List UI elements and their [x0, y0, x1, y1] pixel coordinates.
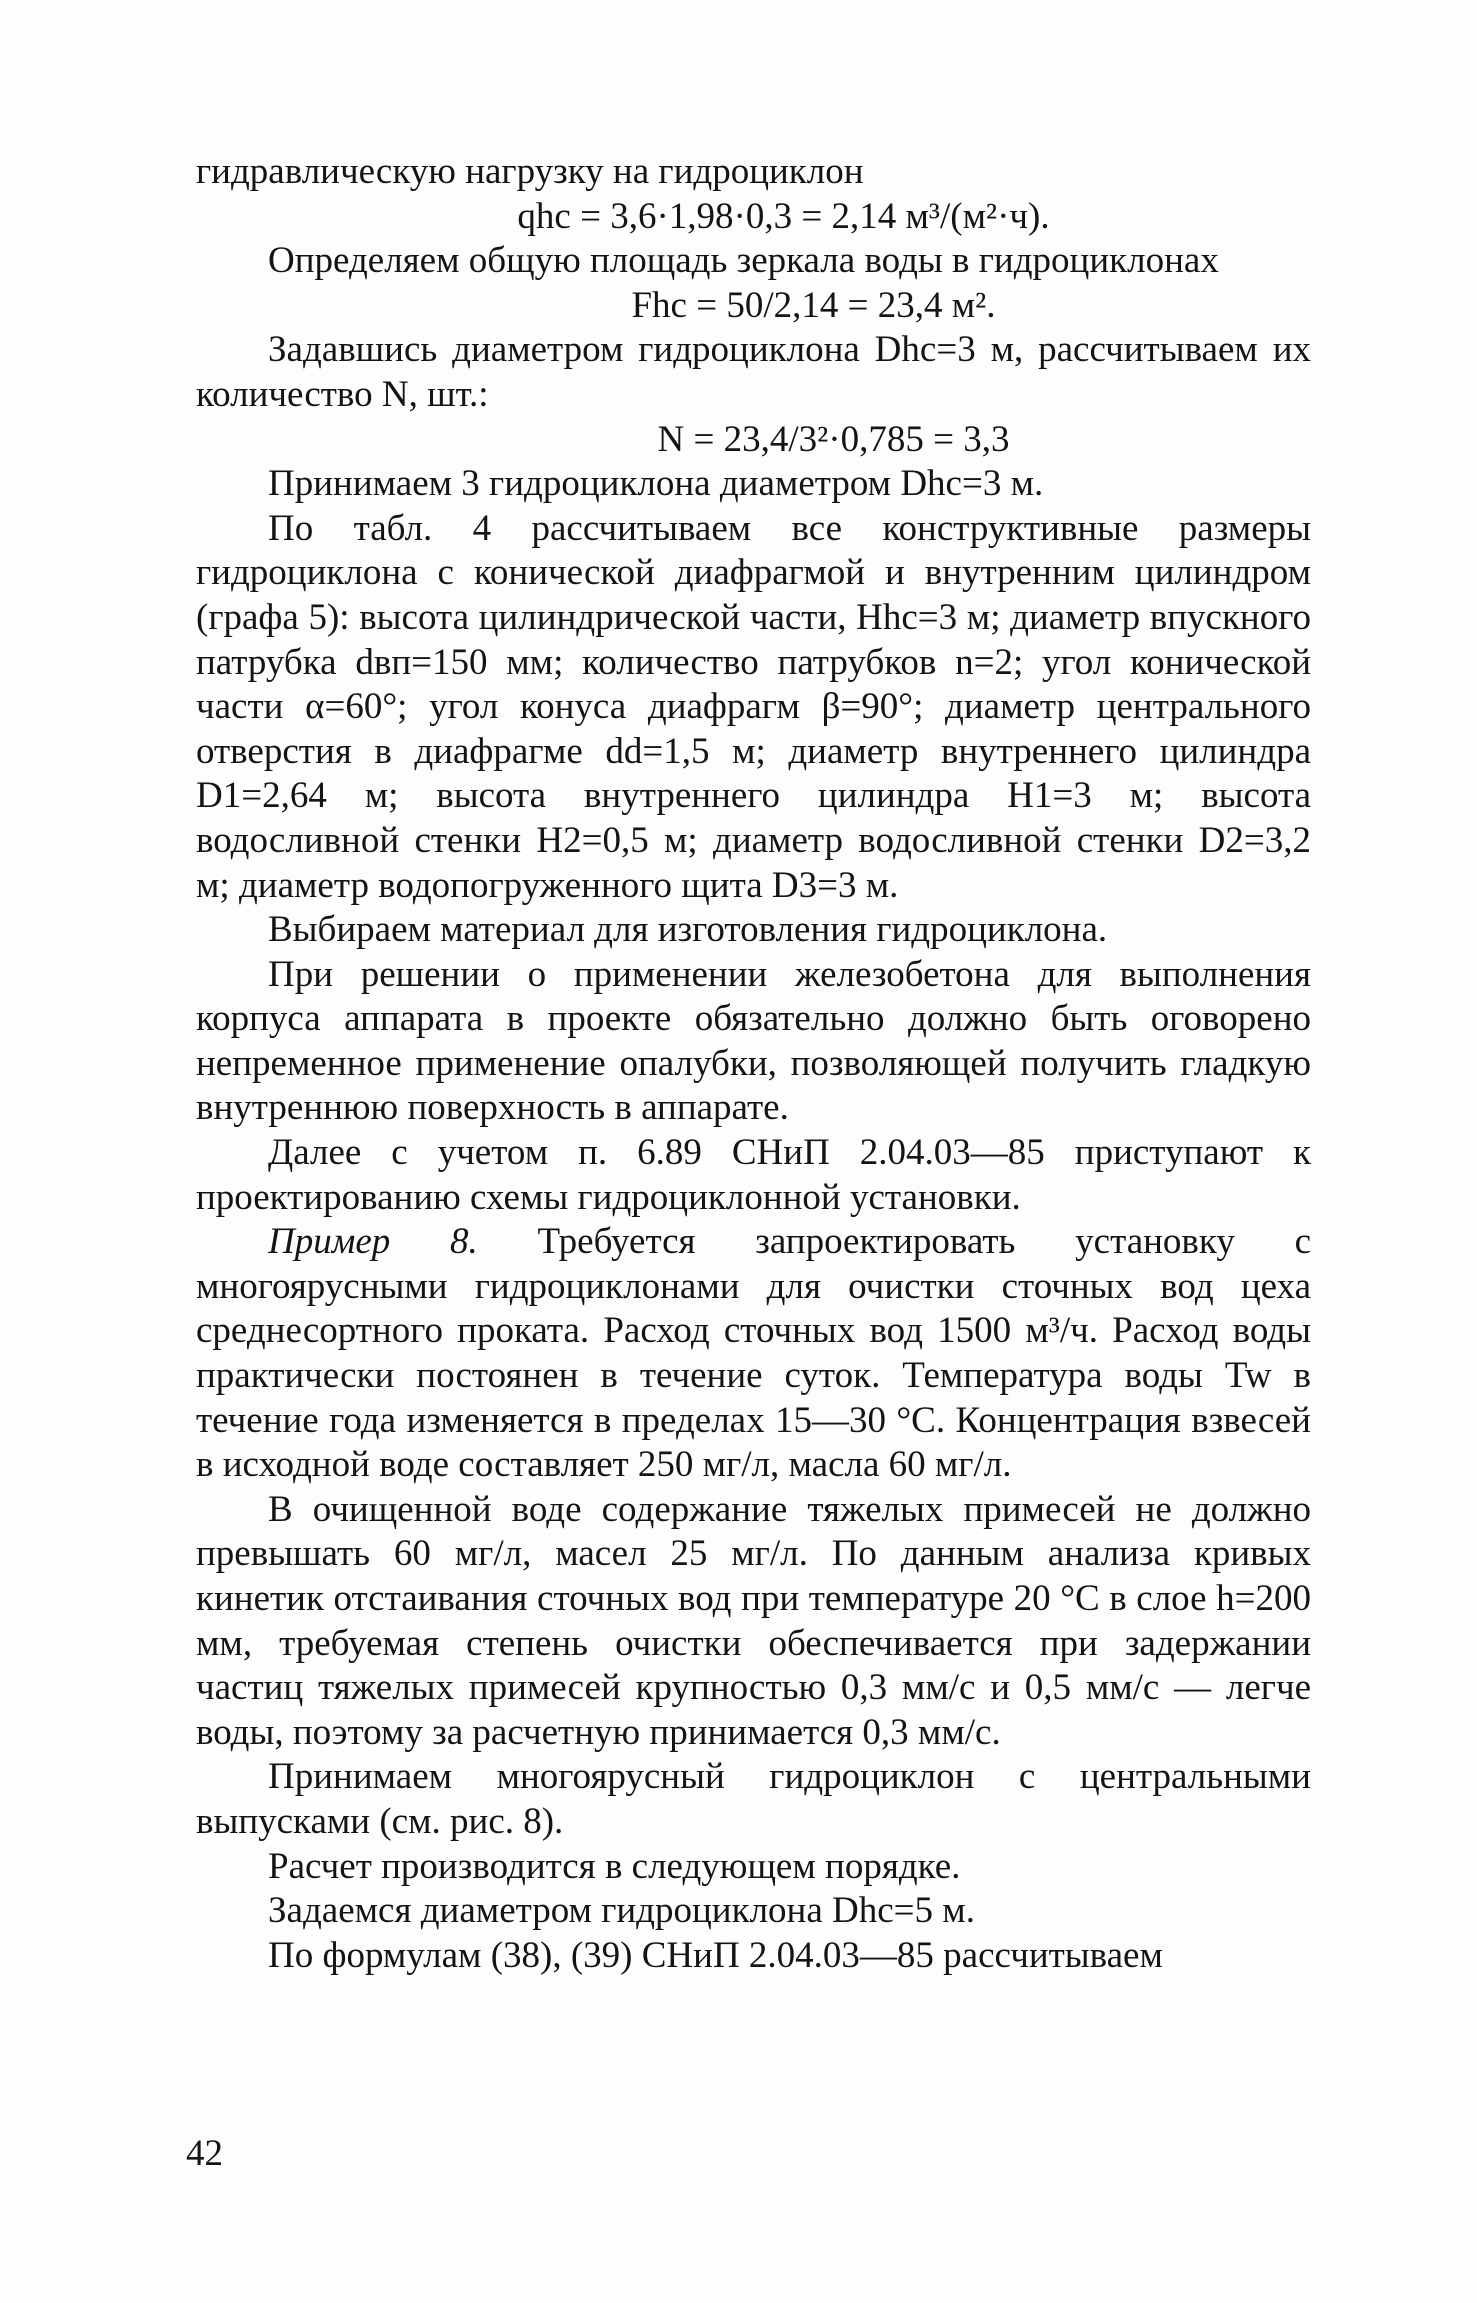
text-paragraph: [196, 1488, 1311, 1756]
text-paragraph: [196, 1934, 1311, 1979]
paragraph-text: Определяем общую площадь зеркала воды в гидроциклонах: [268, 240, 1219, 282]
paragraph-text: В очищенной воде содержание тяжелых примесей не должно превышать 60 мг/л, масел 25 мг/л. По данным анализа кривых кинетик отстаивания сточных вод при температуре 20 °С в слое h=200 мм, требуемая степень очистки обеспечивается при задержании частиц тяжелых примесей крупностью 0,3 мм/с и 0,5 мм/с — легче воды, поэтому за расчетную принимается 0,3 мм/с.: [196, 1488, 1311, 1753]
formula-line: [196, 284, 1311, 329]
paragraph-text: Принимаем 3 гидроциклона диаметром Dhc=3 м.: [268, 463, 1044, 505]
paragraph-text: По табл. 4 рассчитываем все конструктивные размеры гидроциклона с конической диафрагмой и внутренним цилиндром (графа 5): высота цилиндрической части, Hhc=3 м; диаметр впускного патрубка dвп=150 мм; количество патрубков n=2; угол конической части α=60°; угол конуса диафрагм β=90°; диаметр центрального отверстия в диафрагме dd=1,5 м; диаметр внутреннего цилиндра D1=2,64 м; высота внутреннего цилиндра H1=3 м; высота водосливной стенки H2=0,5 м; диаметр водосливной стенки D2=3,2 м; диаметр водопогруженного щита D3=3 м.: [196, 507, 1311, 906]
paragraph-text: По формулам (38), (39) СНиП 2.04.03—85 рассчитываем: [268, 1934, 1163, 1976]
page-number: 42: [186, 2133, 223, 2174]
text-paragraph: [196, 507, 1311, 908]
paragraph-text: Далее с учетом п. 6.89 СНиП 2.04.03—85 приступают к проектированию схемы гидроциклонной установки.: [196, 1132, 1311, 1218]
page-body: [196, 150, 1311, 1978]
paragraph-text: Задаемся диаметром гидроциклона Dhc=5 м.: [268, 1890, 975, 1932]
formula-line: [196, 418, 1311, 463]
text-paragraph: [196, 150, 1311, 195]
text-paragraph: [196, 1889, 1311, 1934]
text-paragraph: [196, 953, 1311, 1131]
paragraph-text: Fhc = 50/2,14 = 23,4 м².: [631, 284, 996, 326]
paragraph-text: Задавшись диаметром гидроциклона Dhc=3 м, рассчитываем их количество N, шт.:: [196, 329, 1311, 415]
text-paragraph: [196, 1755, 1311, 1844]
text-paragraph: [196, 1131, 1311, 1220]
text-paragraph: [196, 1845, 1311, 1890]
example-lead: Пример 8.: [268, 1221, 478, 1263]
formula-line: [196, 195, 1311, 240]
text-paragraph: [196, 462, 1311, 507]
paragraph-text: qhc = 3,6·1,98·0,3 = 2,14 м³/(м²·ч).: [517, 195, 1050, 237]
paragraph-text: Расчет производится в следующем порядке.: [268, 1845, 961, 1887]
paragraph-text: Выбираем материал для изготовления гидроциклона.: [268, 909, 1108, 951]
text-paragraph: [196, 239, 1311, 284]
text-paragraph: [196, 1220, 1311, 1488]
text-paragraph: [196, 328, 1311, 417]
paragraph-text: При решении о применении железобетона для выполнения корпуса аппарата в проекте обязательно должно быть оговорено непременное применение опалубки, позволяющей получить гладкую внутреннюю поверхность в аппарате.: [196, 953, 1311, 1129]
paragraph-text: Принимаем многоярусный гидроциклон с центральными выпусками (см. рис. 8).: [196, 1756, 1311, 1842]
paragraph-text: N = 23,4/3²·0,785 = 3,3: [657, 418, 1010, 460]
paragraph-text: Требуется запроектировать установку с многоярусными гидроциклонами для очистки сточных вод цеха среднесортного проката. Расход сточных вод 1500 м³/ч. Расход воды практически постоянен в течение суток. Температура воды Tw в течение года изменяется в пределах 15—30 °С. Концентрация взвесей в исходной воде составляет 250 мг/л, масла 60 мг/л.: [196, 1221, 1311, 1486]
paragraph-text: гидравлическую нагрузку на гидроциклон: [196, 151, 864, 192]
text-paragraph: [196, 908, 1311, 953]
